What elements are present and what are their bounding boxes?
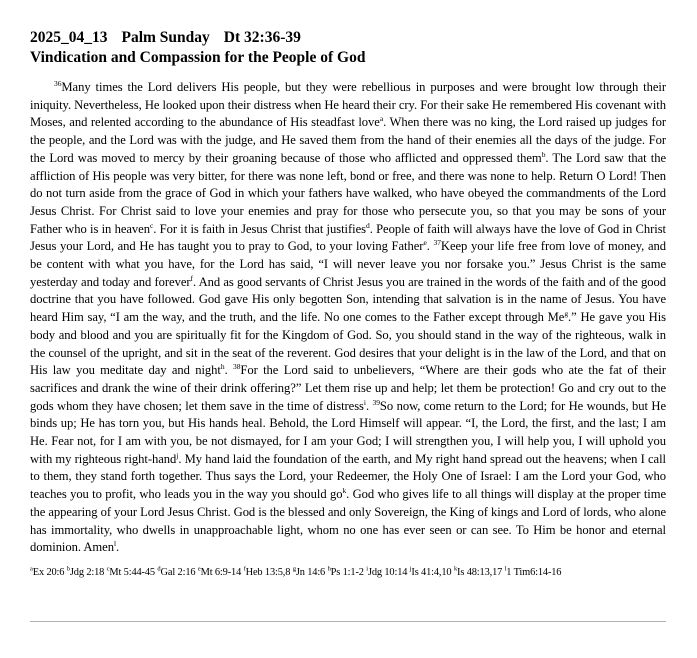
footnote-marker: e (423, 238, 427, 248)
footnote-mark: l (504, 565, 507, 573)
footnote-entry (366, 567, 407, 578)
body-text-run: . (426, 239, 434, 254)
footnote-mark: f (243, 565, 246, 573)
footnote-reference: Ex 20:6 (32, 566, 65, 578)
body-text-run: Many times the Lord delivers His people, but they were rebellious in purposes and were brought low through their iniquity. Nevertheless, He looked upon their distress when He heard their cry. For their sake He remembered His covenant with Moses, and relented according to the abundance of His steadfast love (30, 80, 666, 130)
body-text-run: . (116, 540, 120, 555)
footnote-marker: h (220, 362, 225, 372)
footnote-mark: j (409, 565, 412, 573)
header-occasion: Palm Sunday (121, 29, 210, 46)
footnote-reference: Heb 13:5,8 (245, 566, 291, 578)
footnote-entry (293, 567, 325, 578)
footnote-entry (454, 567, 502, 578)
footnote-reference: Jn 14:6 (295, 566, 326, 578)
footnote-reference: Is 48:13,17 (457, 566, 503, 578)
footnote-mark: g (292, 565, 296, 573)
verse-number: 36 (54, 78, 62, 88)
body-text-run: . And as good servants of Christ Jesus you are trained in the words of the faith and of the good doctrine that you have followed. God gave His only begotten Son, intending that salvation is in the name of Jesus. You have heard Him say, “I am the way, and the truth, and the life. No one comes to the Father except through Me (30, 274, 667, 325)
footnote-marker: f (190, 273, 193, 283)
body-text-run: . For it is faith in Jesus Christ that justifies (153, 221, 366, 236)
footnote-mark: i (366, 565, 368, 573)
footnote-marker: d (366, 220, 370, 230)
footnote-marker: c (149, 220, 154, 230)
footnote-reference: Gal 2:16 (160, 566, 196, 578)
footnote-mark: h (327, 565, 331, 573)
footnote-entry (67, 567, 104, 578)
bottom-divider (30, 621, 666, 622)
document-page (30, 28, 666, 580)
footnote-marker: a (379, 114, 384, 124)
body-text-run: For the Lord said to unbelievers, “Where are their gods who ate the fat of their sacrifices and drank the wine of their drink offering?” Let them rise up and help; let them be protection! Go and cry out to the gods whom they have chosen; let them save in the time of distress (30, 363, 666, 413)
body-text-run: . People of faith will always have the love of God in Christ Jesus your Lord, and He has taught you to pray to God, to your loving Father (30, 221, 666, 254)
body-paragraph (30, 79, 666, 557)
body-text-run: . (365, 398, 373, 413)
body-text-run: . (224, 363, 234, 378)
footnote-marker: l (113, 539, 117, 549)
body-text-run: . My hand laid the foundation of the earth, and My right hand spread out the heavens; when I call to them, they stand forth together. Thus says the Lord, your Redeemer, the Holy One of Israel: I am the Lord your God, who teaches you to profit, who leads you in the way you should go (30, 451, 666, 502)
body-text-run: Keep your life free from love of money, and be content with what you have, for the Lord has said, “I will never leave you nor forsake you.” Jesus Christ is the same yesterday and today and forever (30, 239, 666, 289)
body-text-run: .” He gave you His body and blood and you are spiritually fit for the Kingdom of God. So, you should stand in the way of the righteous, walk in the counsel of the upright, and sit in the seat of the reverent. God desires that your delight is in the law of the Lord, and that on His law you meditate day and night (30, 310, 666, 378)
header-line (30, 28, 666, 48)
footnote-marker: j (176, 450, 179, 460)
body-text-run: So now, come return to the Lord; for He wounds, but He binds up; He has torn you, but His hands heal. Behold, the Lord Himself will appear. “I, the Lord, the first, and the last; I am He. Fear not, for I am with you, be not dismayed, for I am your God; I will strengthen you, I will help you, I will uphold you with my righteous right-hand (30, 398, 667, 466)
body-text-run: . God who gives life to all things will display at the proper time the appearing of your Lord Jesus Christ. God is the blessed and only Sovereign, the King of kings and Lord of lords, who alone has immortality, who dwells in unapproachable light, whom no one has ever seen or can see. To Him be honor and eternal dominion. Amen (30, 487, 666, 555)
footnote-reference: Jdg 2:18 (69, 566, 105, 578)
footnote-mark: c (106, 565, 110, 573)
footnote-reference: Mt 5:44-45 (109, 566, 155, 578)
footnote-mark: d (157, 565, 161, 573)
footnote-marker: i (363, 397, 366, 407)
footnote-entry (30, 567, 64, 578)
header-reference: Dt 32:36-39 (223, 29, 301, 46)
footnote-mark: k (453, 565, 458, 573)
footnote-entry (244, 567, 291, 578)
footnote-marker: g (564, 308, 569, 318)
footnote-entry (505, 567, 562, 578)
footnote-entry (410, 567, 452, 578)
footnote-reference: Mt 6:9-14 (200, 566, 242, 578)
verse-number: 38 (233, 362, 241, 372)
footnote-mark: a (30, 565, 33, 573)
footnote-entry (328, 567, 364, 578)
footnote-reference: Jdg 10:14 (367, 566, 408, 578)
footnote-reference: 1 Tim6:14-16 (506, 566, 562, 578)
body-text-run: . The Lord saw that the affliction of His people was very bitter, for there was none left, bond or free, and there was none to help. Return O Lord! Then do not turn aside from the grace of God in which your fathers have walked, who have obeyed the commandments of the Lord Jesus Christ. For Christ said to love your enemies and pray for those who persecute you, so that you may be sons of your Father who is in heaven (30, 150, 666, 236)
document-title: Vindication and Compassion for the People of God (30, 49, 366, 66)
footnote-mark: e (197, 565, 201, 573)
header-date: 2025_04_13 (30, 29, 108, 46)
footnote-entry (198, 567, 241, 578)
footnote-entry (157, 567, 195, 578)
footnote-mark: b (66, 565, 70, 573)
footnotes-line (30, 566, 666, 580)
body-text-run: . When there was no king, the Lord raised up judges for the people, and the Lord was with the judge, and He saved them from the hand of their enemies all the days of the judge. For the Lord was moved to mercy by their groaning because of those who afflicted and oppressed them (30, 115, 666, 165)
verse-number: 37 (433, 238, 441, 248)
verse-number: 39 (372, 397, 380, 407)
footnote-reference: Ps 1:1-2 (330, 566, 364, 578)
footnote-reference: Is 41:4,10 (411, 566, 452, 578)
footnote-marker: k (342, 485, 347, 495)
footnote-entry (107, 567, 155, 578)
footnote-marker: b (541, 149, 546, 159)
